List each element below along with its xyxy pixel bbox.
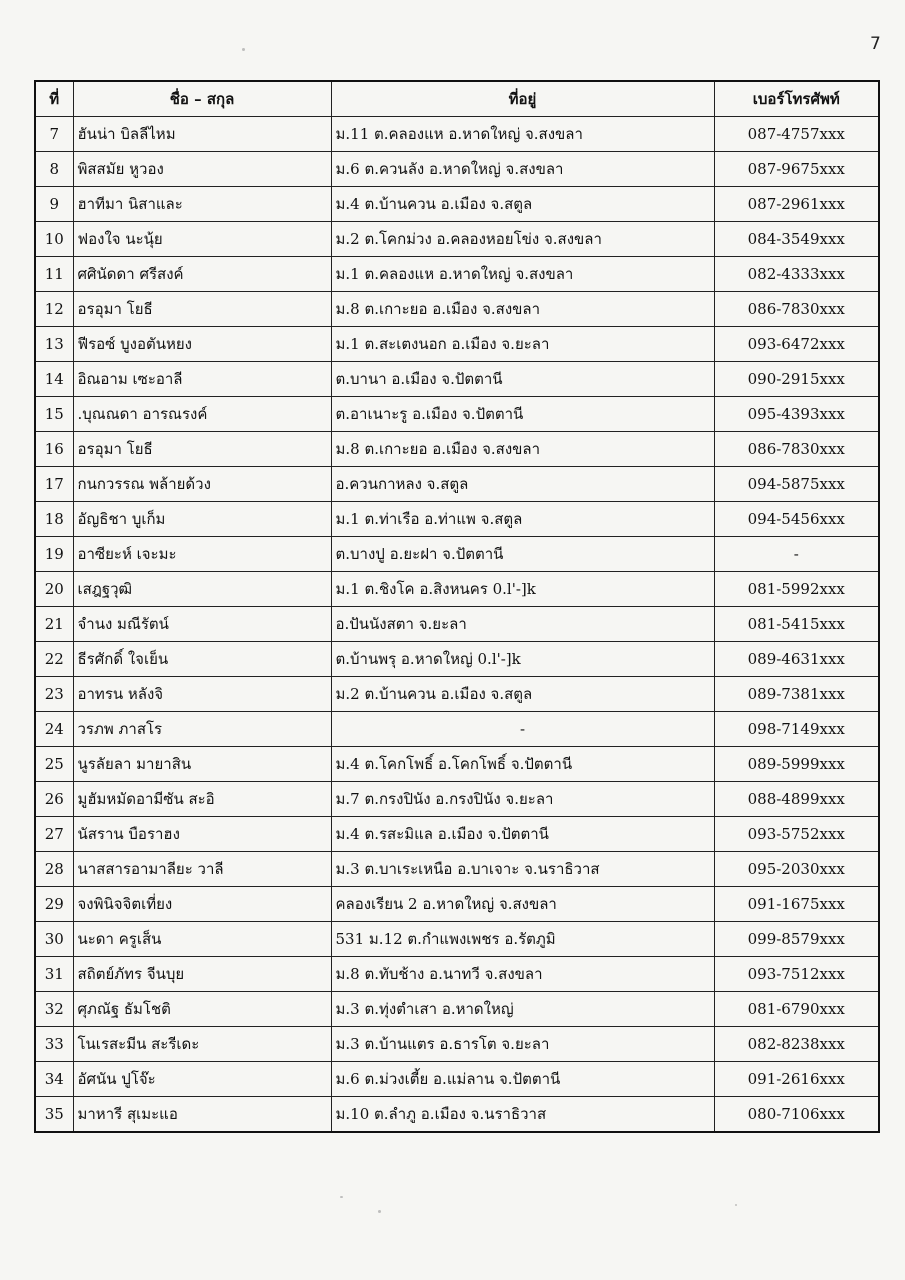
row-address: ม.1 ต.ชิงโค อ.สิงหนคร 0.l'-]k	[331, 572, 714, 607]
row-address: 531 ม.12 ต.กำแพงเพชร อ.รัตภูมิ	[331, 922, 714, 957]
row-name: นัสราน บือราฮง	[73, 817, 331, 852]
row-phone: 093-6472xxx	[714, 327, 879, 362]
row-number: 14	[35, 362, 73, 397]
table-row	[35, 327, 879, 362]
row-number: 11	[35, 257, 73, 292]
row-phone: 087-4757xxx	[714, 117, 879, 152]
row-address: -	[331, 712, 714, 747]
row-name: อรอุมา โยธี	[73, 292, 331, 327]
row-number: 10	[35, 222, 73, 257]
row-number: 27	[35, 817, 73, 852]
row-number: 18	[35, 502, 73, 537]
row-phone: 099-8579xxx	[714, 922, 879, 957]
row-phone: 082-8238xxx	[714, 1027, 879, 1062]
row-phone: -	[714, 537, 879, 572]
row-name: พิสสมัย หูวอง	[73, 152, 331, 187]
row-address: ม.2 ต.บ้านควน อ.เมือง จ.สตูล	[331, 677, 714, 712]
row-address: ม.1 ต.คลองแห อ.หาดใหญ่ จ.สงขลา	[331, 257, 714, 292]
row-number: 7	[35, 117, 73, 152]
row-address: ต.อาเนาะรู อ.เมือง จ.ปัตตานี	[331, 397, 714, 432]
table-row	[35, 887, 879, 922]
table-row	[35, 187, 879, 222]
row-number: 30	[35, 922, 73, 957]
row-phone: 084-3549xxx	[714, 222, 879, 257]
row-number: 16	[35, 432, 73, 467]
row-address: ม.8 ต.เกาะยอ อ.เมือง จ.สงขลา	[331, 432, 714, 467]
row-name: ธีรศักดิ์ ใจเย็น	[73, 642, 331, 677]
row-phone: 093-7512xxx	[714, 957, 879, 992]
row-name: ฮาทีมา นิสาและ	[73, 187, 331, 222]
table-row	[35, 852, 879, 887]
table-row	[35, 257, 879, 292]
row-address: ม.6 ต.ควนลัง อ.หาดใหญ่ จ.สงขลา	[331, 152, 714, 187]
table-row	[35, 502, 879, 537]
row-number: 20	[35, 572, 73, 607]
row-name: .บุณณดา อารณรงค์	[73, 397, 331, 432]
scan-speck	[735, 1204, 737, 1206]
row-address: ม.4 ต.บ้านควน อ.เมือง จ.สตูล	[331, 187, 714, 222]
row-number: 15	[35, 397, 73, 432]
row-number: 13	[35, 327, 73, 362]
row-address: คลองเรียน 2 อ.หาดใหญ่ จ.สงขลา	[331, 887, 714, 922]
row-name: อาทรน หลังจิ	[73, 677, 331, 712]
table-row	[35, 537, 879, 572]
row-phone: 094-5456xxx	[714, 502, 879, 537]
row-phone: 086-7830xxx	[714, 432, 879, 467]
row-address: ม.4 ต.โคกโพธิ์ อ.โคกโพธิ์ จ.ปัตตานี	[331, 747, 714, 782]
row-address: ม.7 ต.กรงปินัง อ.กรงปินัง จ.ยะลา	[331, 782, 714, 817]
row-name: สถิตย์ภัทร จีนบุย	[73, 957, 331, 992]
row-address: อ.ควนกาหลง จ.สตูล	[331, 467, 714, 502]
table-row	[35, 152, 879, 187]
row-address: อ.ปันนังสตา จ.ยะลา	[331, 607, 714, 642]
scan-speck	[340, 1196, 343, 1198]
row-number: 23	[35, 677, 73, 712]
table-row	[35, 677, 879, 712]
row-name: อรอุมา โยธี	[73, 432, 331, 467]
table-row	[35, 1097, 879, 1133]
row-phone: 089-5999xxx	[714, 747, 879, 782]
table-row	[35, 747, 879, 782]
row-address: ม.3 ต.บาเระเหนือ อ.บาเจาะ จ.นราธิวาส	[331, 852, 714, 887]
table-row	[35, 712, 879, 747]
row-number: 24	[35, 712, 73, 747]
table-row	[35, 467, 879, 502]
row-number: 34	[35, 1062, 73, 1097]
table-row	[35, 607, 879, 642]
row-name: อิณอาม เซะอาลี	[73, 362, 331, 397]
row-phone: 093-5752xxx	[714, 817, 879, 852]
row-name: ศุภณัฐ ธัมโชติ	[73, 992, 331, 1027]
row-phone: 081-5992xxx	[714, 572, 879, 607]
row-number: 21	[35, 607, 73, 642]
row-phone: 088-4899xxx	[714, 782, 879, 817]
table-row	[35, 922, 879, 957]
table-row	[35, 292, 879, 327]
table-row	[35, 397, 879, 432]
row-number: 32	[35, 992, 73, 1027]
row-name: มูฮัมหมัดอามีซัน สะอิ	[73, 782, 331, 817]
row-address: ม.4 ต.รสะมิแล อ.เมือง จ.ปัตตานี	[331, 817, 714, 852]
row-phone: 091-1675xxx	[714, 887, 879, 922]
row-number: 12	[35, 292, 73, 327]
table-header-row	[35, 81, 879, 117]
table-row	[35, 222, 879, 257]
row-phone: 089-7381xxx	[714, 677, 879, 712]
row-phone: 081-5415xxx	[714, 607, 879, 642]
row-phone: 089-4631xxx	[714, 642, 879, 677]
row-address: ม.3 ต.บ้านแตร อ.ธารโต จ.ยะลา	[331, 1027, 714, 1062]
row-name: อัญธิชา บูเก็ม	[73, 502, 331, 537]
table-row	[35, 117, 879, 152]
row-number: 9	[35, 187, 73, 222]
row-name: ศศินัดดา ศรีสงค์	[73, 257, 331, 292]
row-phone: 094-5875xxx	[714, 467, 879, 502]
row-name: จำนง มณีรัตน์	[73, 607, 331, 642]
row-phone: 087-2961xxx	[714, 187, 879, 222]
row-number: 8	[35, 152, 73, 187]
row-phone: 098-7149xxx	[714, 712, 879, 747]
row-number: 17	[35, 467, 73, 502]
row-phone: 086-7830xxx	[714, 292, 879, 327]
scan-speck	[242, 48, 245, 51]
row-number: 26	[35, 782, 73, 817]
row-name: มาหารี สุเมะแอ	[73, 1097, 331, 1133]
row-phone: 090-2915xxx	[714, 362, 879, 397]
row-address: ม.11 ต.คลองแห อ.หาดใหญ่ จ.สงขลา	[331, 117, 714, 152]
row-number: 25	[35, 747, 73, 782]
table-row	[35, 642, 879, 677]
table-row	[35, 782, 879, 817]
table-row	[35, 992, 879, 1027]
row-name: โนเรสะมีน สะรีเดะ	[73, 1027, 331, 1062]
row-name: กนกวรรณ พล้ายด้วง	[73, 467, 331, 502]
row-address: ม.8 ต.ทับช้าง อ.นาทวี จ.สงขลา	[331, 957, 714, 992]
row-address: ต.บานา อ.เมือง จ.ปัตตานี	[331, 362, 714, 397]
row-address: ม.6 ต.ม่วงเตี้ย อ.แม่ลาน จ.ปัตตานี	[331, 1062, 714, 1097]
row-name: ฟีรอซ์ บูงอตันหยง	[73, 327, 331, 362]
row-name: นะดา ครูเส็น	[73, 922, 331, 957]
header-no: ที่	[35, 81, 73, 117]
table-row	[35, 957, 879, 992]
row-phone: 095-2030xxx	[714, 852, 879, 887]
row-phone: 081-6790xxx	[714, 992, 879, 1027]
row-number: 22	[35, 642, 73, 677]
row-name: ฟองใจ นะนุ้ย	[73, 222, 331, 257]
row-number: 33	[35, 1027, 73, 1062]
row-address: ม.3 ต.ทุ่งตำเสา อ.หาดใหญ่	[331, 992, 714, 1027]
row-phone: 082-4333xxx	[714, 257, 879, 292]
page-number: 7	[870, 34, 881, 54]
row-name: นาสสารอามาลียะ วาลี	[73, 852, 331, 887]
row-phone: 091-2616xxx	[714, 1062, 879, 1097]
row-name: อัศนัน ปูโจ๊ะ	[73, 1062, 331, 1097]
row-name: อาซียะห์ เจะมะ	[73, 537, 331, 572]
table-body	[35, 117, 879, 1133]
row-name: จงพินิจจิตเที่ยง	[73, 887, 331, 922]
row-address: ม.1 ต.ท่าเรือ อ.ท่าแพ จ.สตูล	[331, 502, 714, 537]
row-address: ม.1 ต.สะเตงนอก อ.เมือง จ.ยะลา	[331, 327, 714, 362]
row-phone: 080-7106xxx	[714, 1097, 879, 1133]
table-row	[35, 362, 879, 397]
row-number: 29	[35, 887, 73, 922]
row-name: เสฎฐวุฒิ	[73, 572, 331, 607]
row-name: วรภพ ภาสโร	[73, 712, 331, 747]
header-address: ที่อยู่	[331, 81, 714, 117]
row-phone: 095-4393xxx	[714, 397, 879, 432]
row-address: ต.บางปู อ.ยะฝา จ.ปัตตานี	[331, 537, 714, 572]
row-number: 19	[35, 537, 73, 572]
row-number: 28	[35, 852, 73, 887]
row-number: 31	[35, 957, 73, 992]
row-number: 35	[35, 1097, 73, 1133]
header-phone: เบอร์โทรศัพท์	[714, 81, 879, 117]
table-row	[35, 817, 879, 852]
scan-speck	[378, 1210, 381, 1213]
row-address: ม.10 ต.ลำภู อ.เมือง จ.นราธิวาส	[331, 1097, 714, 1133]
row-name: นูรลัยลา มายาสิน	[73, 747, 331, 782]
header-name: ชื่อ – สกุล	[73, 81, 331, 117]
table-row	[35, 1027, 879, 1062]
row-address: ม.8 ต.เกาะยอ อ.เมือง จ.สงขลา	[331, 292, 714, 327]
table-row	[35, 432, 879, 467]
row-address: ม.2 ต.โคกม่วง อ.คลองหอยโข่ง จ.สงขลา	[331, 222, 714, 257]
row-address: ต.บ้านพรุ อ.หาดใหญ่ 0.l'-]k	[331, 642, 714, 677]
table-row	[35, 572, 879, 607]
table-row	[35, 1062, 879, 1097]
row-name: ฮันน่า บิลลีไหม	[73, 117, 331, 152]
contact-table	[34, 80, 880, 1133]
row-phone: 087-9675xxx	[714, 152, 879, 187]
